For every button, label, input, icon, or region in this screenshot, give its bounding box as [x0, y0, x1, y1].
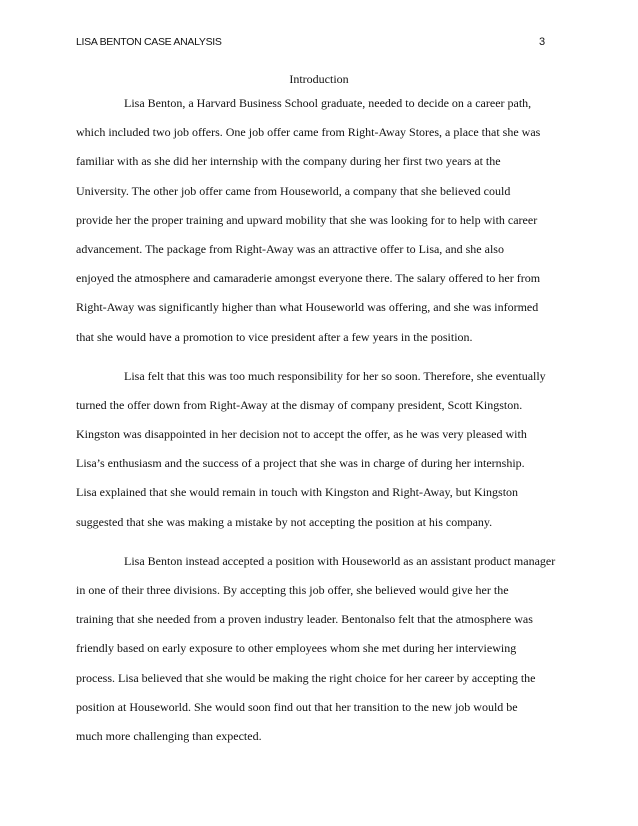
text-line: University. The other job offer came from Houseworld, a company that she believed could	[76, 183, 511, 198]
section-title: Introduction	[289, 72, 349, 86]
text-line: Lisa Benton, a Harvard Business School graduate, needed to decide on a career path,	[124, 96, 532, 110]
text-line: which included two job offers. One job offer came from Right-Away Stores, a place that she was	[76, 125, 541, 140]
text-line: friendly based on early exposure to other employees whom she met during her interviewing	[76, 641, 517, 656]
text-line: position at Houseworld. She would soon find out that her transition to the new job would be	[76, 699, 518, 714]
text-line: enjoyed the atmosphere and camaraderie amongst everyone there. The salary offered to her from	[76, 271, 541, 286]
text-line: turned the offer down from Right-Away at the dismay of company president, Scott Kingston.	[76, 397, 523, 412]
text-line: Right-Away was significantly higher than what Houseworld was offering, and she was informed	[76, 300, 539, 315]
text-line: suggested that she was making a mistake by not accepting the position at his company.	[76, 514, 493, 529]
paragraph-2	[76, 362, 564, 537]
text-line: Lisa’s enthusiasm and the success of a project that she was in charge of during her internship.	[76, 456, 525, 471]
text-line: familiar with as she did her internship with the company during her first two years at the	[76, 154, 501, 169]
text-line: Kingston was disappointed in her decision not to accept the offer, as he was very pleased with	[76, 427, 527, 442]
paragraph-spacer	[76, 537, 564, 547]
text-line: in one of their three divisions. By accepting this job offer, she believed would give her the	[76, 583, 509, 597]
text-line: training that she needed from a proven industry leader. Bentonalso felt that the atmosphere was	[76, 612, 533, 627]
text-line: provide her the proper training and upward mobility that she was looking for to help with career	[76, 212, 538, 227]
text-line: that she would have a promotion to vice president after a few years in the position.	[76, 329, 473, 344]
body-text	[76, 89, 564, 751]
paragraph-3	[76, 547, 564, 751]
text-line: process. Lisa believed that she would be making the right choice for her career by accepting the	[76, 670, 536, 685]
text-line: Lisa felt that this was too much responsibility for her so soon. Therefore, she eventually	[124, 368, 546, 383]
paragraph-spacer	[76, 352, 564, 362]
running-head: LISA BENTON CASE ANALYSIS	[76, 36, 222, 48]
text-line: advancement. The package from Right-Away was an attractive offer to Lisa, and she also	[76, 241, 504, 256]
text-line: much more challenging than expected.	[76, 728, 262, 743]
text-line: Lisa Benton instead accepted a position with Houseworld as an assistant product manager	[124, 553, 556, 568]
page-number: 3	[539, 36, 546, 48]
text-line: Lisa explained that she would remain in touch with Kingston and Right-Away, but Kingston	[76, 485, 519, 500]
paragraph-1	[76, 89, 564, 352]
